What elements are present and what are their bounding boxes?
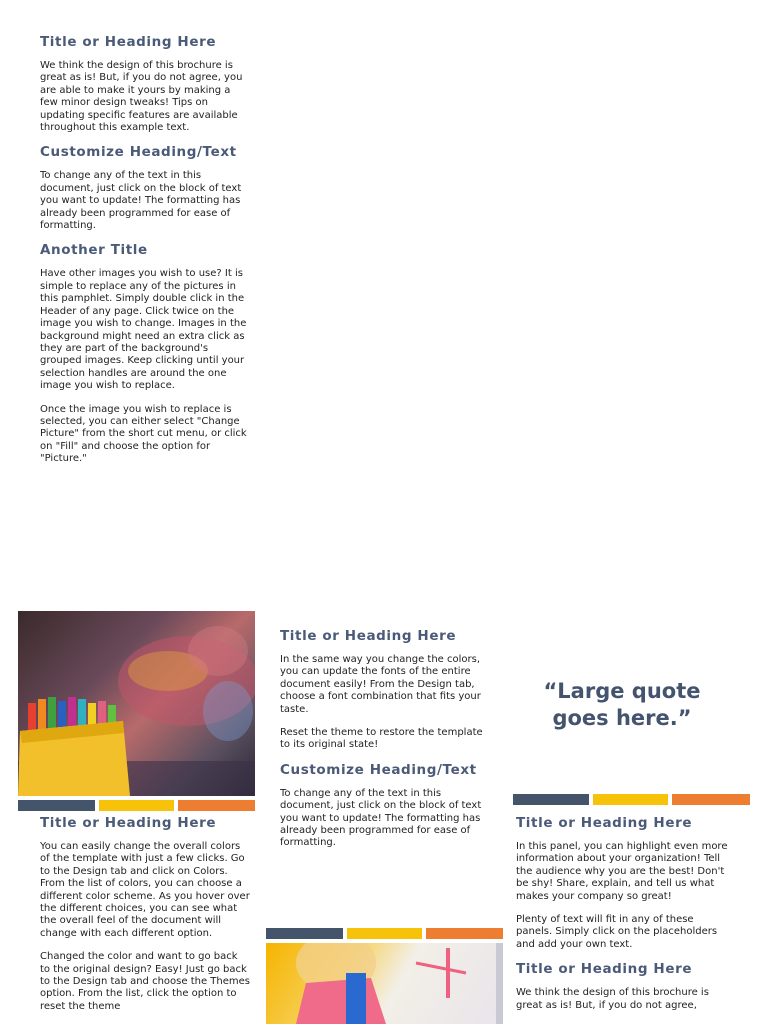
heading: Title or Heading Here <box>516 961 693 978</box>
paragraph: To change any of the text in this document, just click on the block of text you want to update! The formatting has already been programmed for ease of formatting. <box>280 787 482 849</box>
heading: Title or Heading Here <box>516 815 693 831</box>
gold-bar <box>347 928 422 939</box>
paragraph: Reset the theme to restore the template to its original state! <box>280 727 483 751</box>
orange-bar <box>178 800 255 811</box>
panel-middle <box>280 628 490 850</box>
heading: Title or Heading Here <box>280 628 457 644</box>
large-quote: “Large quote goes here.” <box>543 679 701 730</box>
paragraph: Plenty of text will fit in any of these panels. Simply click on the placeholders and add your own text. <box>516 914 718 950</box>
paragraph: Once the image you wish to replace is selected, you can either select "Change Picture" from the short cut menu, or click on "Fill" and choose the option for "Picture." <box>40 403 247 465</box>
paragraph: Changed the color and want to go back to the original design? Easy! Just go back to the Design tab and choose the Themes option. From the list, click the option to reset the theme <box>40 951 250 1012</box>
color-bars-middle <box>266 928 503 939</box>
heading: Another Title <box>40 242 148 259</box>
orange-bar <box>672 794 750 805</box>
color-bars-left <box>18 800 255 811</box>
section-3 <box>40 242 250 465</box>
heading: Customize Heading/Text <box>40 144 237 161</box>
panel-right <box>516 815 728 1012</box>
navy-bar <box>266 928 343 939</box>
navy-bar <box>513 794 589 805</box>
section-1 <box>516 815 728 951</box>
section-2 <box>40 144 250 232</box>
paragraph: In the same way you change the colors, you can update the fonts of the entire document easily! From the Design tab, choose a font combination that fits your taste. <box>280 654 481 715</box>
paragraph: In this panel, you can highlight even more information about your organization! Tell the audience why you are the best! Don't be shy! Share, explain, and tell us what makes your company so great! <box>516 841 728 902</box>
paragraph: We think the design of this brochure is great as is! But, if you do not agree, <box>516 987 709 1011</box>
paragraph: To change any of the text in this document, just click on the block of text you want to update! The formatting has already been programmed for ease of formatting. <box>40 170 242 232</box>
section-1 <box>280 628 490 752</box>
panel-bottom-left <box>40 815 250 1013</box>
navy-bar <box>18 800 95 811</box>
gold-bar <box>593 794 668 805</box>
section-2 <box>280 762 490 850</box>
panel-top-left <box>40 34 250 466</box>
paragraph: We think the design of this brochure is great as is! But, if you do not agree, you are able to make it yours by making a few minor design tweaks! Tips on updating specific features are available throughout this example text. <box>40 60 243 134</box>
gold-bar <box>99 800 174 811</box>
child-illustration <box>266 943 503 1024</box>
crayons-photo <box>18 611 255 796</box>
paragraph: You can easily change the overall colors of the template with just a few clicks. Go to the Design tab and click on Colors. From the list of colors, you can choose a different color scheme. As you hover over the different choices, you can see what the overall feel of the document will change with each different option. <box>40 841 250 939</box>
orange-bar <box>426 928 503 939</box>
heading: Title or Heading Here <box>40 34 217 50</box>
color-bars-right <box>513 794 750 805</box>
crayons-illustration <box>18 611 255 796</box>
section-2 <box>516 961 728 1012</box>
section-1 <box>40 34 250 134</box>
heading: Customize Heading/Text <box>280 761 477 778</box>
paragraph: Have other images you wish to use? It is simple to replace any of the pictures in this pamphlet. Simply double click in the Header of any page. Click twice on the image you wish to change. Images in the background might need an extra click as they are part of the background's grouped images. Keep clicking until your selection handles are around the one image you wish to replace. <box>40 268 247 392</box>
heading: Title or Heading Here <box>40 815 217 831</box>
child-painting-photo <box>266 943 503 1024</box>
